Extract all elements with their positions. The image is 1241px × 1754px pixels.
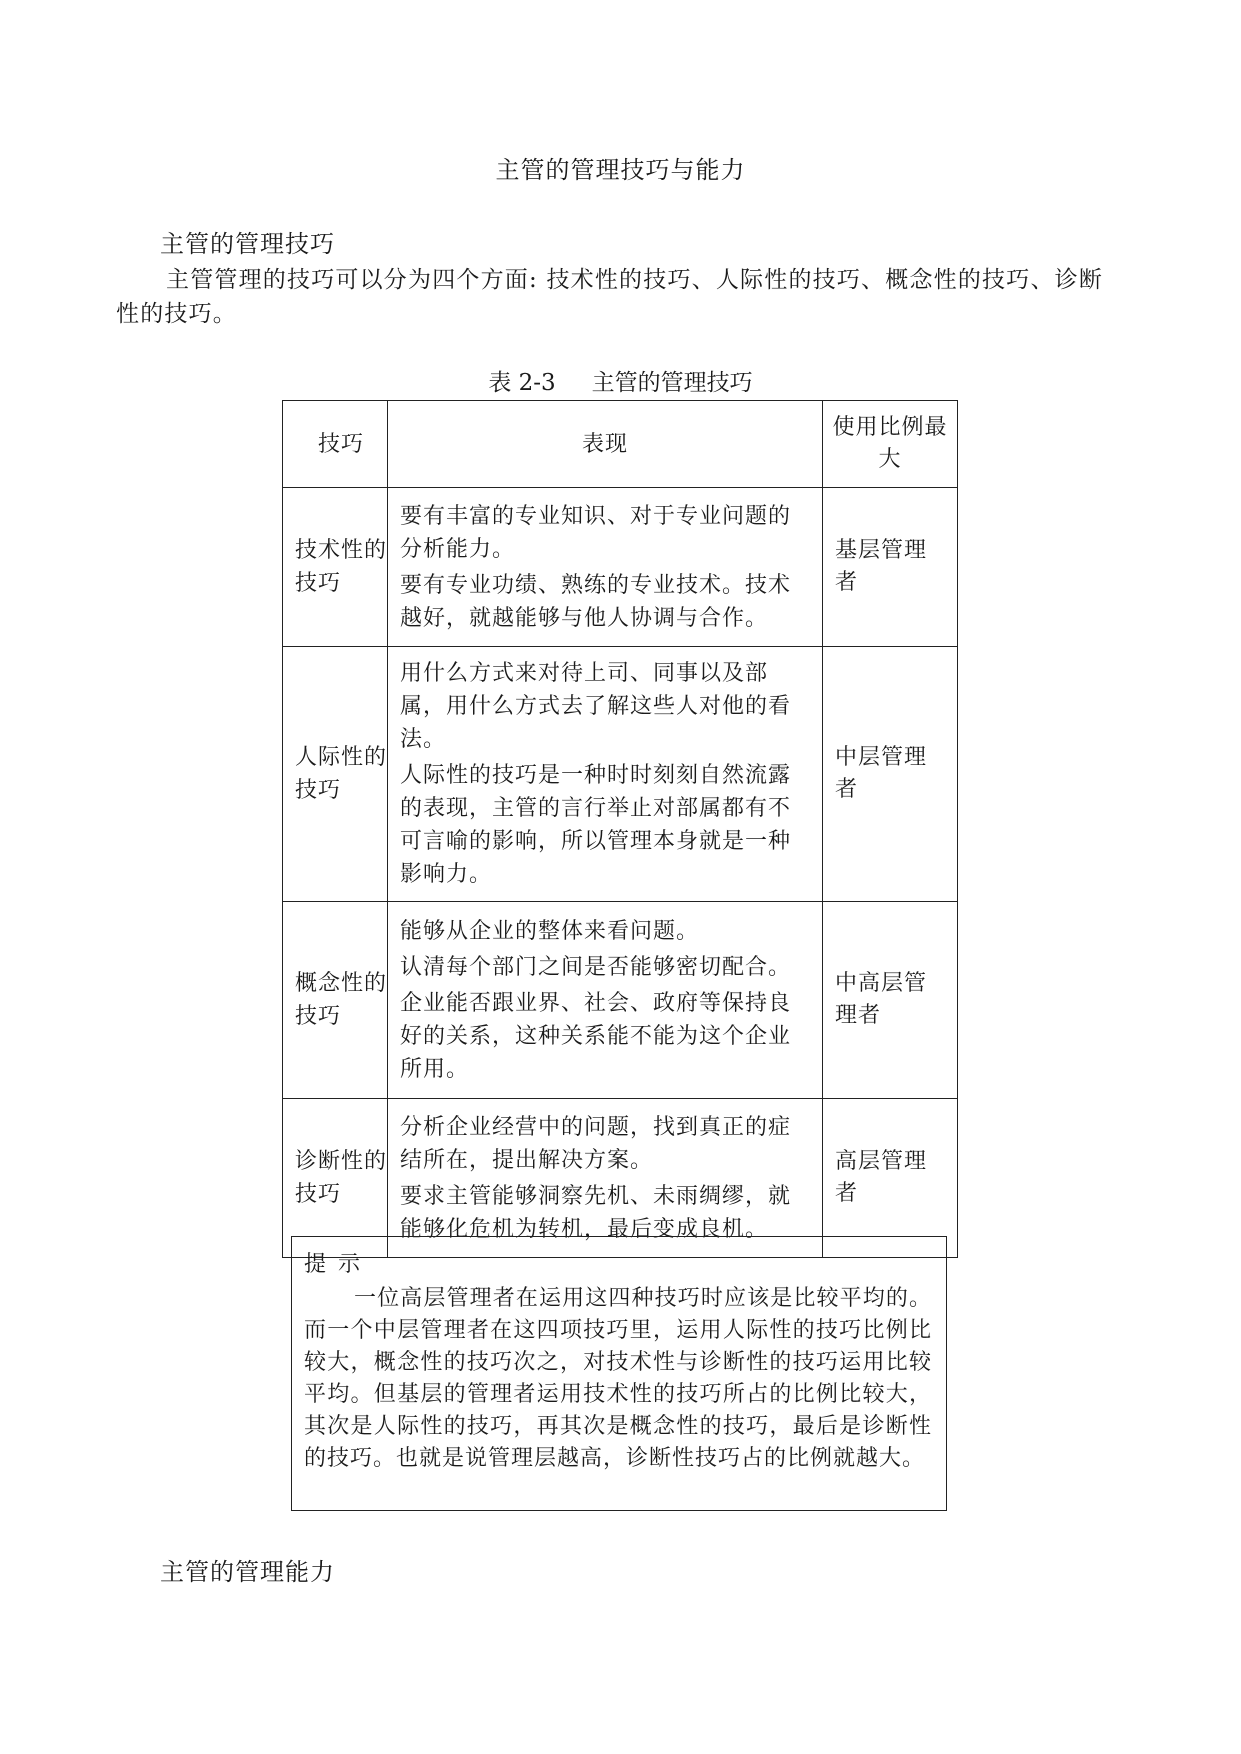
table-row <box>283 902 958 1099</box>
performance-item: 人际性的技巧是一种时时刻刻自然流露的表现，主管的言行举止对部属都有不可言喻的影响，所以管理本身就是一种影响力。 <box>400 763 792 887</box>
section-heading-abilities: 主管的管理能力 <box>160 1558 335 1586</box>
level-cell: 中层管理者 <box>823 647 958 902</box>
performance-item: 要有专业功绩、熟练的专业技术。技术越好，就越能够与他人协调与合作。 <box>400 572 792 631</box>
header-skill: 技巧 <box>283 401 388 488</box>
skill-cell: 人际性的技巧 <box>283 647 388 902</box>
tip-body: 一位高层管理者在运用这四种技巧时应该是比较平均的。而一个中层管理者在这四项技巧里，运用人际性的技巧比例比较大，概念性的技巧次之，对技术性与诊断性的技巧运用比较平均。但基层的管理者运用技术性的技巧所占的比例比较大，其次是人际性的技巧，再其次是概念性的技巧，最后是诊断性的技巧。也就是说管理层越高，诊断性技巧占的比例就越大。 <box>304 1286 932 1471</box>
performance-item: 要求主管能够洞察先机、未雨绸缪，就能够化危机为转机，最后变成良机。 <box>400 1183 792 1242</box>
performance-cell <box>388 1099 823 1258</box>
document-title: 主管的管理技巧与能力 <box>495 156 746 184</box>
header-performance: 表现 <box>388 401 823 488</box>
skill-cell: 技术性的技巧 <box>283 488 388 647</box>
intro-paragraph: 主管管理的技巧可以分为四个方面: 技术性的技巧、人际性的技巧、概念性的技巧、诊断性的技巧。 <box>116 267 1104 327</box>
section-heading-skills: 主管的管理技巧 <box>160 230 335 258</box>
table-caption-title: 主管的管理技巧 <box>591 370 753 396</box>
tip-box <box>291 1236 947 1511</box>
skill-cell: 概念性的技巧 <box>283 902 388 1099</box>
table-caption <box>0 364 1241 397</box>
performance-item: 要有丰富的专业知识、对于专业问题的分析能力。 <box>400 503 792 562</box>
table-caption-number: 表 2-3 <box>488 370 556 396</box>
level-cell: 基层管理者 <box>823 488 958 647</box>
performance-item: 认清每个部门之间是否能够密切配合。 <box>400 954 792 980</box>
performance-item: 分析企业经营中的问题，找到真正的症结所在，提出解决方案。 <box>400 1114 792 1173</box>
performance-cell <box>388 488 823 647</box>
table-header-row <box>283 401 958 488</box>
level-cell: 高层管理者 <box>823 1099 958 1258</box>
table-row <box>283 647 958 902</box>
skill-cell: 诊断性的技巧 <box>283 1099 388 1258</box>
table-row <box>283 1099 958 1258</box>
performance-cell <box>388 902 823 1099</box>
performance-item: 能够从企业的整体来看问题。 <box>400 918 700 944</box>
table-row <box>283 488 958 647</box>
skills-table <box>282 400 958 1258</box>
performance-cell <box>388 647 823 902</box>
performance-item: 企业能否跟业界、社会、政府等保持良好的关系，这种关系能不能为这个企业所用。 <box>400 990 792 1082</box>
level-cell: 中高层管理者 <box>823 902 958 1099</box>
header-most-used: 使用比例最大 <box>823 401 958 488</box>
tip-title: 提示 <box>304 1252 373 1277</box>
performance-item: 用什么方式来对待上司、同事以及部属，用什么方式去了解这些人对他的看法。 <box>400 661 792 752</box>
